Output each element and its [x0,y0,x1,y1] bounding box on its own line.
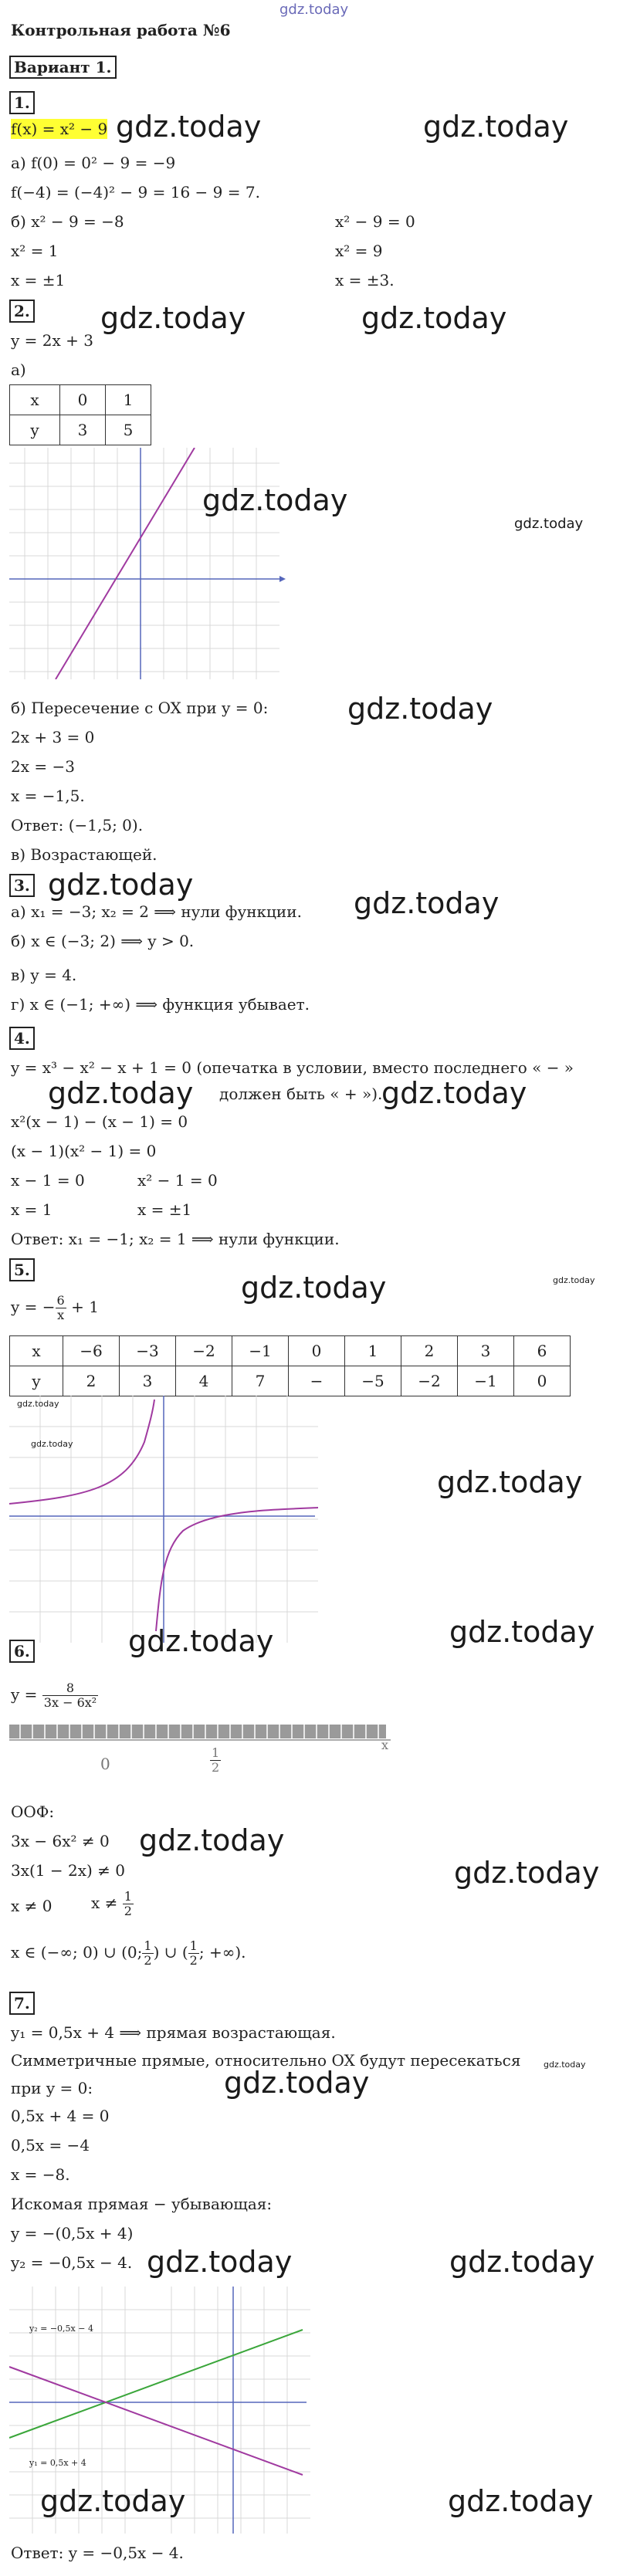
p6-number-line [9,1721,395,1745]
fraction-denominator: 2 [212,1760,220,1775]
table-cell: 3 [120,1366,176,1396]
table-cell: 2 [401,1336,458,1366]
p6-line-4b [91,1890,134,1918]
table-header-x: x [10,385,60,415]
p1-line-b1: б) x² − 9 = −8 [11,212,124,231]
variant-box: Вариант 1. [9,56,117,79]
p2-line-6: в) Возрастающей. [11,845,158,864]
watermark: gdz.today [31,1439,73,1449]
watermark: gdz.today [347,692,493,726]
problem-3-number: 3. [9,874,35,897]
p4-line-5a: x = 1 [11,1200,52,1219]
p7-line-9: y₂ = −0,5x − 4. [11,2253,133,2272]
watermark: gdz.today [241,1271,387,1305]
fraction-numerator: 1 [124,1889,132,1904]
table-cell: 4 [176,1366,232,1396]
watermark: gdz.today [361,301,507,335]
table-cell: 3 [458,1336,514,1366]
p1-line-c1: x² − 9 = 0 [335,212,415,231]
problem-1-number: 1. [9,91,35,114]
p1-line-c3: x = ±3. [335,271,395,289]
hyperbola-right-branch [156,1508,318,1631]
problem-7-number: 7. [9,1992,35,2015]
watermark: gdz.today [553,1275,595,1285]
table-header-y: y [10,1366,63,1396]
table-cell: 1 [106,385,151,415]
watermark: gdz.today [202,483,348,517]
p5-graph [9,1396,318,1643]
p1-line-a2: f(−4) = (−4)² − 9 = 16 − 9 = 7. [11,183,260,201]
table-cell: 5 [106,415,151,445]
p7-answer: Ответ: y = −0,5x − 4. [11,2544,184,2562]
p2-line-4: x = −1,5. [11,787,85,805]
fraction-denominator: x [57,1308,65,1322]
p6-axis-zero: 0 [100,1755,110,1773]
problem-5-number: 5. [9,1258,35,1281]
table-cell: 0 [289,1336,345,1366]
p2-line-5: Ответ: (−1,5; 0). [11,816,144,834]
p2-function: y = 2x + 3 [11,331,93,350]
p2-value-table [9,384,151,445]
watermark: gdz.today [449,1615,595,1649]
p7-line-2: Симметричные прямые, относительно OX будут пересекаться [11,2051,521,2070]
line-y-2x-plus-3 [56,448,195,679]
fraction-denominator: 2 [189,1953,198,1968]
grid [9,448,279,679]
watermark: gdz.today [128,1624,274,1658]
table-cell: 7 [232,1366,289,1396]
p6-axis-half [210,1746,221,1775]
table-cell: 2 [63,1366,120,1396]
p1-line-c2: x² = 9 [335,242,383,260]
problem-6-number: 6. [9,1640,35,1663]
watermark: gdz.today [448,2484,594,2518]
table-cell: −2 [401,1366,458,1396]
p6-function [11,1681,98,1710]
watermark: gdz.today [437,1465,583,1499]
p6-axis-x-label: x [381,1738,389,1752]
fraction-numerator: 1 [212,1745,220,1760]
p6-l4b-fraction [123,1890,134,1918]
p1-line-a1: а) f(0) = 0² − 9 = −9 [11,154,176,172]
fraction-numerator: 8 [42,1681,98,1696]
x-axis-arrow [279,576,286,582]
table-cell: −2 [176,1336,232,1366]
p2-a: а) [11,361,26,379]
watermark: gdz.today [17,1399,59,1409]
table-cell: −1 [458,1366,514,1396]
table-cell: 1 [345,1336,401,1366]
p4-line-4b: x² − 1 = 0 [137,1171,218,1190]
p7-line-5: 0,5x = −4 [11,2136,90,2155]
p4-line-2: x²(x − 1) − (x − 1) = 0 [11,1112,188,1131]
p6-fraction [42,1681,98,1710]
watermark: gdz.today [48,1076,194,1110]
p4-line-1b: должен быть « + »). [219,1085,383,1103]
watermark: gdz.today [139,1823,285,1857]
p7-line-1: y₁ = 0,5x + 4 ⟹ прямая возрастающая. [11,2023,336,2042]
p3-line-1: а) x₁ = −3; x₂ = 2 ⟹ нули функции. [11,902,302,921]
p2-graph [9,448,287,679]
fraction-numerator: 1 [144,1938,152,1953]
p2-line-1: б) Пересечение с OX при y = 0: [11,699,269,717]
fraction-denominator: 2 [144,1953,152,1968]
watermark: gdz.today [224,2066,370,2100]
axis-half-fraction [210,1746,221,1775]
watermark: gdz.today [423,110,569,144]
p4-line-5b: x = ±1 [137,1200,192,1219]
p1-function: f(x) = x² − 9 [11,120,108,138]
table-cell: 6 [514,1336,571,1366]
watermark: gdz.today [449,2245,595,2279]
p4-line-4a: x − 1 = 0 [11,1171,85,1190]
table-cell: −1 [232,1336,289,1366]
p6-func-prefix: y = [11,1685,42,1704]
p4-line-1: y = x³ − x² − x + 1 = 0 (опечатка в условии, вместо последнего « − » [11,1058,574,1077]
p6-line-3: 3x(1 − 2x) ≠ 0 [11,1861,126,1880]
p6-line-5 [11,1939,246,1968]
fraction-numerator: 1 [189,1938,198,1953]
table-cell: − [289,1366,345,1396]
table-cell: −6 [63,1336,120,1366]
watermark: gdz.today [381,1076,527,1110]
p7-graph-label-y1: y₁ = 0,5x + 4 [29,2458,86,2468]
table-header-y: y [10,415,60,445]
shaded-domain [9,1725,386,1738]
p6-l5-mid: ) ∪ ( [153,1943,188,1962]
p6-l5-fraction-1 [142,1939,153,1968]
watermark: gdz.today [454,1856,600,1890]
p5-func-suffix: + 1 [66,1298,99,1316]
watermark: gdz.today [40,2484,186,2518]
p5-fraction [56,1294,66,1322]
p2-line-3: 2x = −3 [11,757,75,776]
table-cell: 0 [60,385,106,415]
problem-2-number: 2. [9,300,35,323]
table-cell: 3 [60,415,106,445]
fraction-denominator: 3x − 6x² [43,1695,97,1710]
p5-func-prefix: y = − [11,1298,56,1316]
p7-line-3: при y = 0: [11,2079,93,2097]
watermark: gdz.today [147,2245,293,2279]
p6-l5-suffix: ; +∞). [198,1943,246,1962]
p6-line-4a: x ≠ 0 [11,1897,52,1915]
p7-line-7: Искомая прямая − убывающая: [11,2195,273,2213]
watermark: gdz.today [354,886,500,920]
p7-line-4: 0,5x + 4 = 0 [11,2107,110,2125]
p6-line-2: 3x − 6x² ≠ 0 [11,1832,110,1850]
p7-line-6: x = −8. [11,2165,70,2184]
p6-l4b-text: x ≠ [91,1894,118,1912]
table-cell: 0 [514,1366,571,1396]
p3-line-4: г) x ∈ (−1; +∞) ⟹ функция убывает. [11,995,310,1014]
p1-line-b2: x² = 1 [11,242,59,260]
p3-line-2: б) x ∈ (−3; 2) ⟹ y > 0. [11,932,195,950]
table-cell: −3 [120,1336,176,1366]
watermark-top: gdz.today [279,2,349,18]
p7-line-8: y = −(0,5x + 4) [11,2224,134,2243]
watermark: gdz.today [544,2060,586,2070]
watermark: gdz.today [48,868,194,902]
table-header-x: x [10,1336,63,1366]
p5-value-table [9,1335,571,1396]
p1-line-b3: x = ±1 [11,271,66,289]
p4-line-6: Ответ: x₁ = −1; x₂ = 1 ⟹ нули функции. [11,1230,340,1248]
watermark: gdz.today [116,110,262,144]
p6-l5-fraction-2 [188,1939,199,1968]
watermark: gdz.today [514,516,584,532]
p4-line-3: (x − 1)(x² − 1) = 0 [11,1142,157,1160]
problem-4-number: 4. [9,1027,35,1050]
fraction-numerator: 6 [56,1293,65,1308]
p6-line-1: ООФ: [11,1803,55,1821]
p5-function [11,1294,99,1322]
p7-graph-label-y2: y₂ = −0,5x − 4 [29,2324,93,2334]
table-cell: −5 [345,1366,401,1396]
p3-line-3: в) y = 4. [11,966,77,984]
page-title: Контрольная работа №6 [11,21,231,39]
fraction-denominator: 2 [124,1904,132,1918]
p2-line-2: 2x + 3 = 0 [11,728,95,746]
watermark: gdz.today [100,301,246,335]
p6-l5-prefix: x ∈ (−∞; 0) ∪ (0; [11,1943,143,1962]
